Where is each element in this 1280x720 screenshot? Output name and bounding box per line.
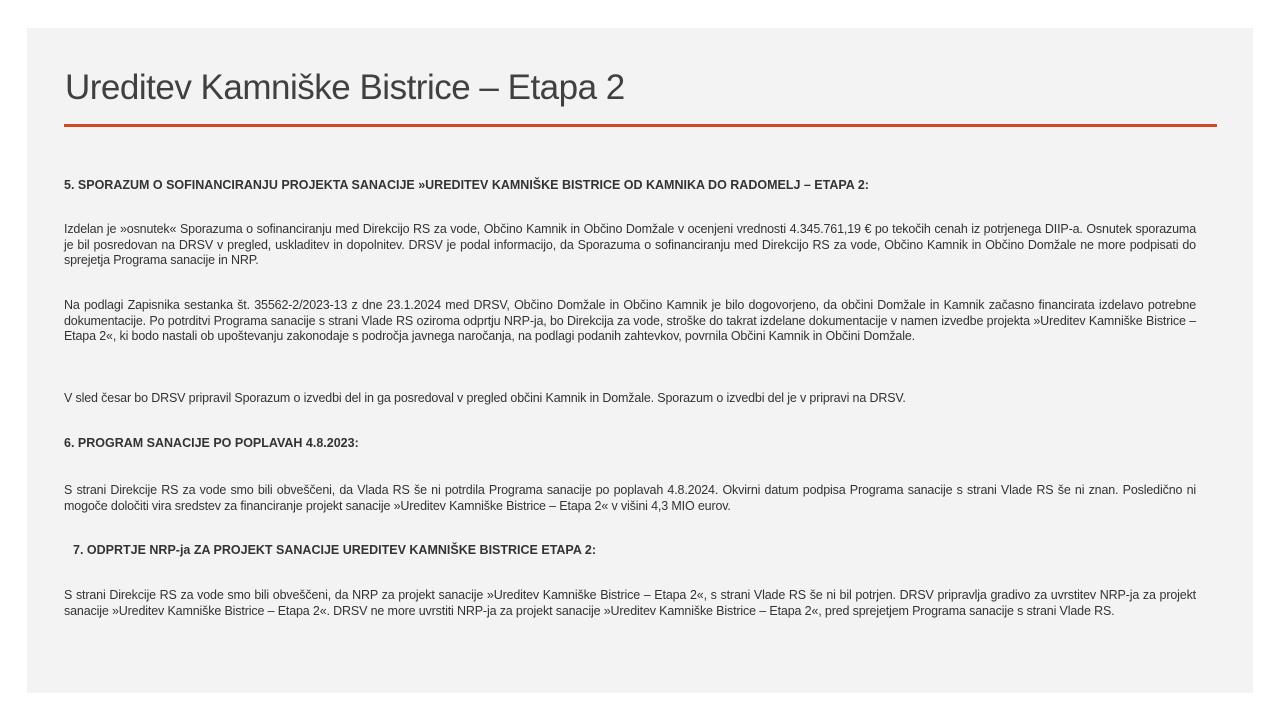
title-divider [64,124,1217,127]
slide [27,28,1253,693]
section-7-heading: 7. ODPRTJE NRP-ja ZA PROJEKT SANACIJE UREDITEV KAMNIŠKE BISTRICE ETAPA 2: [73,543,596,557]
section-7-paragraph-1: S strani Direkcije RS za vode smo bili obveščeni, da NRP za projekt sanacije »Ureditev Kamniške Bistrice – Etapa 2«, s strani Vlade RS še ni bil potrjen. DRSV pripravlja gradivo za uvrstitev NRP-ja za projekt sanacije »Ureditev Kamniške Bistrice – Etapa 2«. DRSV ne more uvrstiti NRP-ja za projekt sanacije »Ureditev Kamniške Bistrice – Etapa 2«, pred sprejetjem Programa sanacije s strani Vlade RS. [64,588,1196,618]
section-6-paragraph-1: S strani Direkcije RS za vode smo bili obveščeni, da Vlada RS še ni potrdila Programa sanacije po poplavah 4.8.2024. Okvirni datum podpisa Programa sanacije s strani Vlade RS še ni znan. Posledično ni mogoče določiti vira sredstev za financiranje projekt sanacije »Ureditev Kamniške Bistrice – Etapa 2« v višini 4,3 MIO eurov. [64,483,1196,513]
section-5-heading: 5. SPORAZUM O SOFINANCIRANJU PROJEKTA SANACIJE »UREDITEV KAMNIŠKE BISTRICE OD KAMNIKA DO RADOMELJ – ETAPA 2: [64,178,869,192]
section-5-paragraph-1: Izdelan je »osnutek« Sporazuma o sofinanciranju med Direkcijo RS za vode, Občino Kamnik in Občino Domžale v ocenjeni vrednosti 4.345.761,19 € po tekočih cenah iz potrjenega DIIP-a. Osnutek sporazuma je bil posredovan na DRSV v pregled, uskladitev in dopolnitev. DRSV je podal informacijo, da Sporazuma o sofinanciranju med Direkcijo RS za vode, Občino Kamnik in Občino Domžale ne more podpisati do sprejetja Programa sanacije in NRP. [64,222,1196,267]
section-5-paragraph-2: Na podlagi Zapisnika sestanka št. 35562-2/2023-13 z dne 23.1.2024 med DRSV, Občino Domžale in Občino Kamnik je bilo dogovorjeno, da občini Domžale in Kamnik začasno financirata izdelavo potrebne dokumentacije. Po potrditvi Programa sanacije s strani Vlade RS oziroma odprtju NRP-ja, bo Direkcija za vode, stroške do takrat izdelane dokumentacije v namen izvedbe projekta »Ureditev Kamniške Bistrice – Etapa 2«, ki bodo nastali ob upoštevanju zakonodaje s področja javnega naročanja, na podlagi podanih zahtevkov, povrnila Občini Kamnik in Občini Domžale. [64,298,1196,343]
slide-title: Ureditev Kamniške Bistrice – Etapa 2 [65,68,625,107]
section-6-heading: 6. PROGRAM SANACIJE PO POPLAVAH 4.8.2023: [64,436,359,450]
section-5-paragraph-3: V sled česar bo DRSV pripravil Sporazum o izvedbi del in ga posredoval v pregled občini Kamnik in Domžale. Sporazum o izvedbi del je v pripravi na DRSV. [64,391,906,405]
